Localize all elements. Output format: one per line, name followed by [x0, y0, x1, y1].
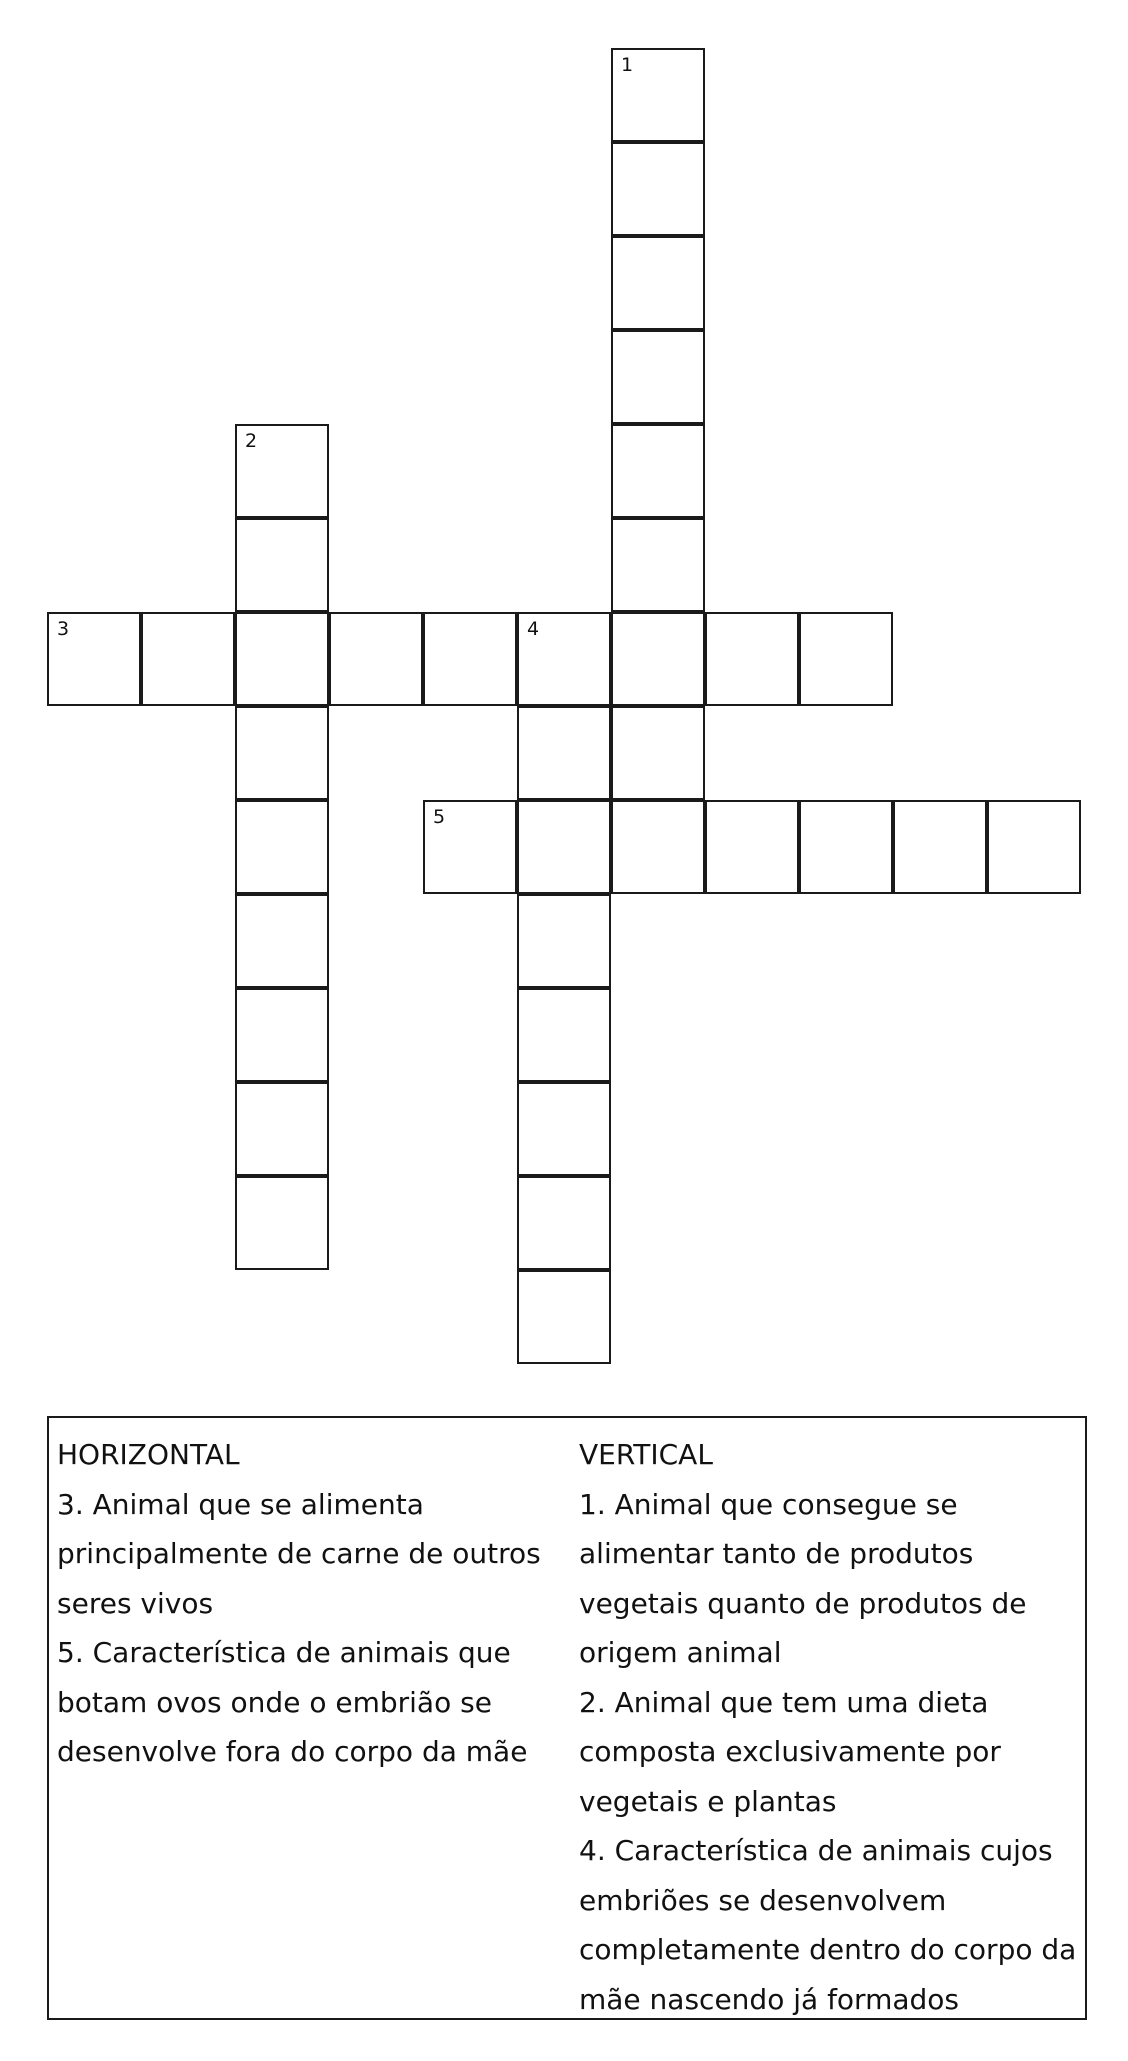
crossword-cell[interactable]	[517, 988, 611, 1082]
crossword-cell[interactable]	[235, 988, 329, 1082]
crossword-cell[interactable]	[235, 800, 329, 894]
crossword-cell[interactable]	[987, 800, 1081, 894]
clue-number: 2	[245, 430, 258, 452]
crossword-cell[interactable]	[611, 48, 705, 142]
crossword-cell[interactable]	[329, 612, 423, 706]
crossword-cell[interactable]	[517, 800, 611, 894]
crossword-cell[interactable]	[235, 612, 329, 706]
clue-vertical-4: 4. Característica de animais cujos embriões se desenvolvem completamente dentro do corpo da mãe nascendo já formados	[579, 1834, 1077, 2016]
crossword-cell[interactable]	[893, 800, 987, 894]
crossword-cell[interactable]	[517, 706, 611, 800]
crossword-cell[interactable]	[423, 612, 517, 706]
crossword-cell[interactable]	[611, 518, 705, 612]
crossword-cell[interactable]	[705, 612, 799, 706]
clues-box	[47, 1416, 1087, 2020]
horizontal-clues	[57, 1430, 547, 1777]
clue-vertical-1: 1. Animal que consegue se alimentar tanto de produtos vegetais quanto de produtos de origem animal	[579, 1487, 1027, 1669]
crossword-cell[interactable]	[611, 236, 705, 330]
crossword-cell[interactable]	[611, 330, 705, 424]
clue-horizontal-3: 3. Animal que se alimenta principalmente de carne de outros seres vivos	[57, 1487, 541, 1620]
clue-number: 4	[527, 618, 540, 640]
clue-number: 3	[57, 618, 70, 640]
crossword-cell[interactable]	[611, 800, 705, 894]
crossword-cell[interactable]	[799, 800, 893, 894]
crossword-cell[interactable]	[47, 612, 141, 706]
crossword-cell[interactable]	[235, 1176, 329, 1270]
crossword-cell[interactable]	[235, 706, 329, 800]
crossword-cell[interactable]	[705, 800, 799, 894]
crossword-cell[interactable]	[517, 1270, 611, 1364]
vertical-clues	[579, 1430, 1079, 2024]
horizontal-heading: HORIZONTAL	[57, 1438, 240, 1471]
crossword-cell[interactable]	[611, 142, 705, 236]
vertical-heading: VERTICAL	[579, 1438, 713, 1471]
crossword-cell[interactable]	[517, 894, 611, 988]
clue-vertical-2: 2. Animal que tem uma dieta composta exclusivamente por vegetais e plantas	[579, 1685, 1001, 1818]
clue-horizontal-5: 5. Característica de animais que botam ovos onde o embrião se desenvolve fora do corpo da mãe	[57, 1636, 528, 1768]
crossword-cell[interactable]	[611, 424, 705, 518]
crossword-cell[interactable]	[235, 894, 329, 988]
crossword-cell[interactable]	[517, 612, 611, 706]
clue-number: 5	[433, 806, 446, 828]
crossword-cell[interactable]	[799, 612, 893, 706]
crossword-cell[interactable]	[141, 612, 235, 706]
crossword-cell[interactable]	[235, 1082, 329, 1176]
crossword-cell[interactable]	[611, 706, 705, 800]
crossword-cell[interactable]	[423, 800, 517, 894]
crossword-cell[interactable]	[235, 424, 329, 518]
crossword-cell[interactable]	[517, 1176, 611, 1270]
crossword-cell[interactable]	[517, 1082, 611, 1176]
crossword-cell[interactable]	[235, 518, 329, 612]
crossword-cell[interactable]	[611, 612, 705, 706]
clue-number: 1	[621, 54, 634, 76]
